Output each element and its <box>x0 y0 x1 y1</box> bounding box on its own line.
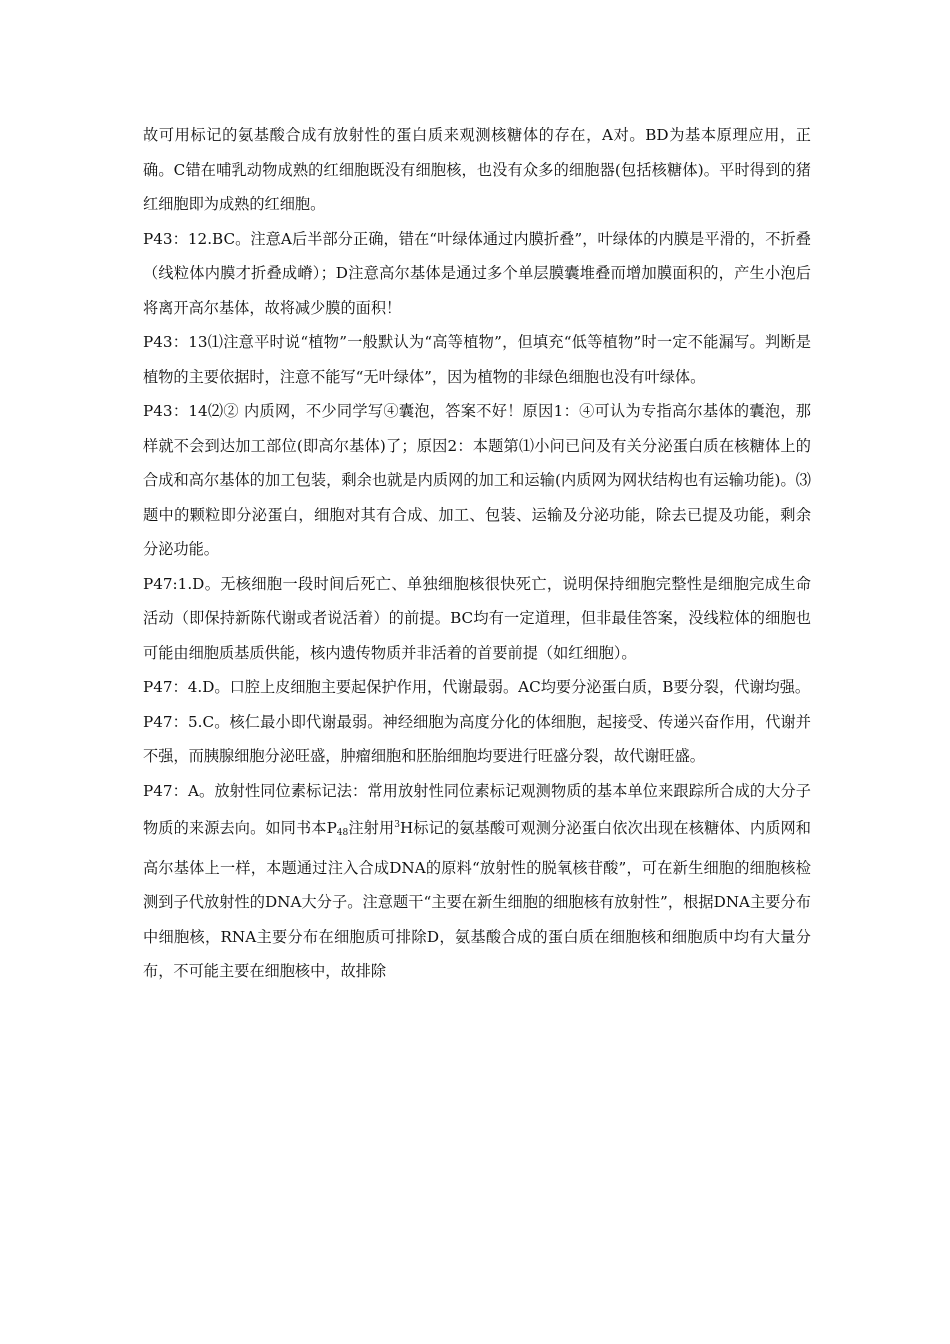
paragraph-p47-5: P47：5.C。核仁最小即代谢最弱。神经细胞为高度分化的体细胞，起接受、传递兴奋作用，代谢并不强，而胰腺细胞分泌旺盛，肿瘤细胞和胚胎细胞均要进行旺盛分裂，故代谢旺盛。 <box>143 712 811 765</box>
paragraph-p47-a-text-3: H标记的氨基酸可观测分泌蛋白依次出现在核糖体、内质网和高尔基体上一样，本题通过注入合成DNA的原料“放射性的脱氧核苷酸”，可在新生细胞的细胞核检测到子代放射性的DNA大分子。注意题干“主要在新生细胞的细胞核有放射性”，根据DNA主要分布中细胞核，RNA主要分布在细胞质可排除D，氨基酸合成的蛋白质在细胞核和细胞质中均有大量分布，不可能主要在细胞核中，故排除 <box>143 819 811 980</box>
paragraph-p47-4: P47：4.D。口腔上皮细胞主要起保护作用，代谢最弱。AC均要分泌蛋白质，B要分裂，代谢均强。 <box>143 678 811 696</box>
isotope-superscript: 3 <box>394 820 400 830</box>
paragraph-p47-1: P47:1.D。无核细胞一段时间后死亡、单独细胞核很快死亡，说明保持细胞完整性是细胞完成生命活动（即保持新陈代谢或者说活着）的前提。BC均有一定道理，但非最佳答案，没线粒体的细胞也可能由细胞质基质供能，核内遗传物质并非活着的首要前提（如红细胞）。 <box>143 574 811 662</box>
paragraph-p43-14: P43：14⑵② 内质网，不少同学写④囊泡，答案不好！原因1：④可认为专指高尔基体的囊泡，那样就不会到达加工部位(即高尔基体)了；原因2：本题第⑴小问已问及有关分泌蛋白质在核糖体上的合成和高尔基体的加工包装，剩余也就是内质网的加工和运输(内质网为网状结构也有运输功能)。⑶题中的颗粒即分泌蛋白，细胞对其有合成、加工、包装、运输及分泌功能，除去已提及功能，剩余分泌功能。 <box>143 402 811 558</box>
paragraph-p47-a <box>143 774 811 989</box>
document-page <box>143 118 811 989</box>
paragraph-p43-12: P43：12.BC。注意A后半部分正确，错在“叶绿体通过内膜折叠”，叶绿体的内膜是平滑的，不折叠（线粒体内膜才折叠成嵴）；D注意高尔基体是通过多个单层膜囊堆叠而增加膜面积的，产生小泡后将离开高尔基体，故将减少膜的面积！ <box>143 229 811 317</box>
paragraph-p47-a-text-2: 注射用 <box>348 819 395 837</box>
paragraph-p43-13: P43：13⑴注意平时说“植物”一般默认为“高等植物”，但填充“低等植物”时一定不能漏写。判断是植物的主要依据时，注意不能写“无叶绿体”，因为植物的非绿色细胞也没有叶绿体。 <box>143 333 811 386</box>
paragraph-1: 故可用标记的氨基酸合成有放射性的蛋白质来观测核糖体的存在，A对。BD为基本原理应用，正确。C错在哺乳动物成熟的红细胞既没有细胞核，也没有众多的细胞器(包括核糖体)。平时得到的猪红细胞即为成熟的红细胞。 <box>143 126 811 213</box>
paragraph-p47-a-text-1: P47：A。放射性同位素标记法：常用放射性同位素标记观测物质的基本单位来跟踪所合成的大分子物质的来源去向。如同书本P <box>143 781 811 837</box>
page-subscript: 48 <box>336 828 349 838</box>
